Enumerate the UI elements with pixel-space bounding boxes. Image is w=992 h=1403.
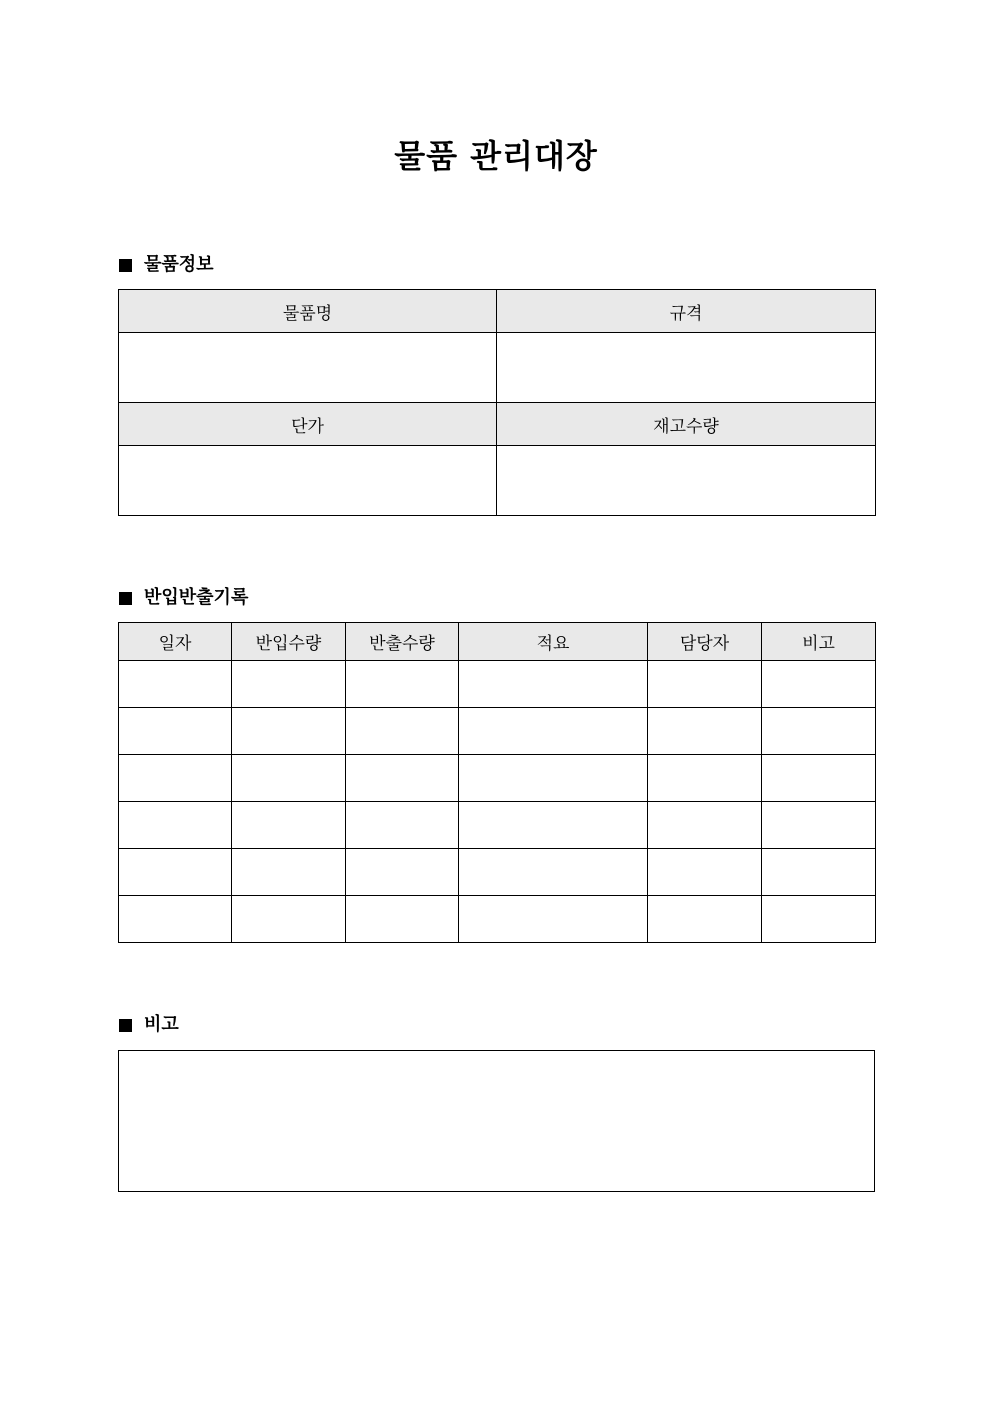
- cell-manager[interactable]: [648, 708, 762, 755]
- section-title-records: [119, 587, 248, 609]
- table-row: [119, 403, 876, 446]
- cell-summary[interactable]: [459, 802, 648, 849]
- table-row: [119, 661, 876, 708]
- cell-in-qty[interactable]: [232, 849, 346, 896]
- column-header-out-qty: 반출수량: [346, 623, 459, 661]
- cell-manager[interactable]: [648, 802, 762, 849]
- label-stock: 재고수량: [497, 403, 876, 446]
- table-row: [119, 755, 876, 802]
- cell-in-qty[interactable]: [232, 802, 346, 849]
- section-title-remarks: [119, 1014, 179, 1036]
- cell-date[interactable]: [119, 802, 232, 849]
- cell-date[interactable]: [119, 708, 232, 755]
- field-stock[interactable]: [497, 446, 876, 516]
- column-header-date: 일자: [119, 623, 232, 661]
- cell-date[interactable]: [119, 661, 232, 708]
- cell-date[interactable]: [119, 849, 232, 896]
- cell-note[interactable]: [762, 896, 876, 943]
- cell-in-qty[interactable]: [232, 755, 346, 802]
- page-title: 물품 관리대장: [394, 137, 598, 175]
- cell-date[interactable]: [119, 896, 232, 943]
- table-row: [119, 708, 876, 755]
- cell-summary[interactable]: [459, 661, 648, 708]
- cell-note[interactable]: [762, 708, 876, 755]
- table-row: [119, 896, 876, 943]
- cell-manager[interactable]: [648, 849, 762, 896]
- remarks-box[interactable]: [118, 1050, 875, 1192]
- section-title-remarks-label: 비고: [144, 1014, 179, 1035]
- table-row: [119, 802, 876, 849]
- section-title-records-label: 반입반출기록: [144, 587, 249, 608]
- column-header-in-qty: 반입수량: [232, 623, 346, 661]
- label-item-name: 물품명: [119, 290, 497, 333]
- cell-manager[interactable]: [648, 896, 762, 943]
- item-info-table: [118, 289, 876, 516]
- square-bullet-icon: [119, 259, 132, 272]
- cell-manager[interactable]: [648, 755, 762, 802]
- column-header-note: 비고: [762, 623, 876, 661]
- square-bullet-icon: [119, 592, 132, 605]
- label-unit-price: 단가: [119, 403, 497, 446]
- cell-note[interactable]: [762, 802, 876, 849]
- table-header-row: [119, 623, 876, 661]
- cell-out-qty[interactable]: [346, 661, 459, 708]
- cell-note[interactable]: [762, 661, 876, 708]
- cell-out-qty[interactable]: [346, 708, 459, 755]
- cell-date[interactable]: [119, 755, 232, 802]
- cell-in-qty[interactable]: [232, 661, 346, 708]
- cell-note[interactable]: [762, 755, 876, 802]
- records-table: [118, 622, 876, 943]
- field-spec[interactable]: [497, 333, 876, 403]
- section-title-item-info: [119, 254, 214, 276]
- cell-summary[interactable]: [459, 755, 648, 802]
- cell-out-qty[interactable]: [346, 896, 459, 943]
- cell-note[interactable]: [762, 849, 876, 896]
- square-bullet-icon: [119, 1019, 132, 1032]
- table-row: [119, 849, 876, 896]
- cell-summary[interactable]: [459, 849, 648, 896]
- cell-out-qty[interactable]: [346, 849, 459, 896]
- column-header-summary: 적요: [459, 623, 648, 661]
- cell-out-qty[interactable]: [346, 755, 459, 802]
- column-header-manager: 담당자: [648, 623, 762, 661]
- table-row: [119, 290, 876, 333]
- cell-out-qty[interactable]: [346, 802, 459, 849]
- label-spec: 규격: [497, 290, 876, 333]
- cell-summary[interactable]: [459, 896, 648, 943]
- cell-in-qty[interactable]: [232, 896, 346, 943]
- field-unit-price[interactable]: [119, 446, 497, 516]
- field-item-name[interactable]: [119, 333, 497, 403]
- section-title-item-info-label: 물품정보: [144, 254, 214, 275]
- table-row: [119, 446, 876, 516]
- cell-manager[interactable]: [648, 661, 762, 708]
- cell-summary[interactable]: [459, 708, 648, 755]
- table-row: [119, 333, 876, 403]
- cell-in-qty[interactable]: [232, 708, 346, 755]
